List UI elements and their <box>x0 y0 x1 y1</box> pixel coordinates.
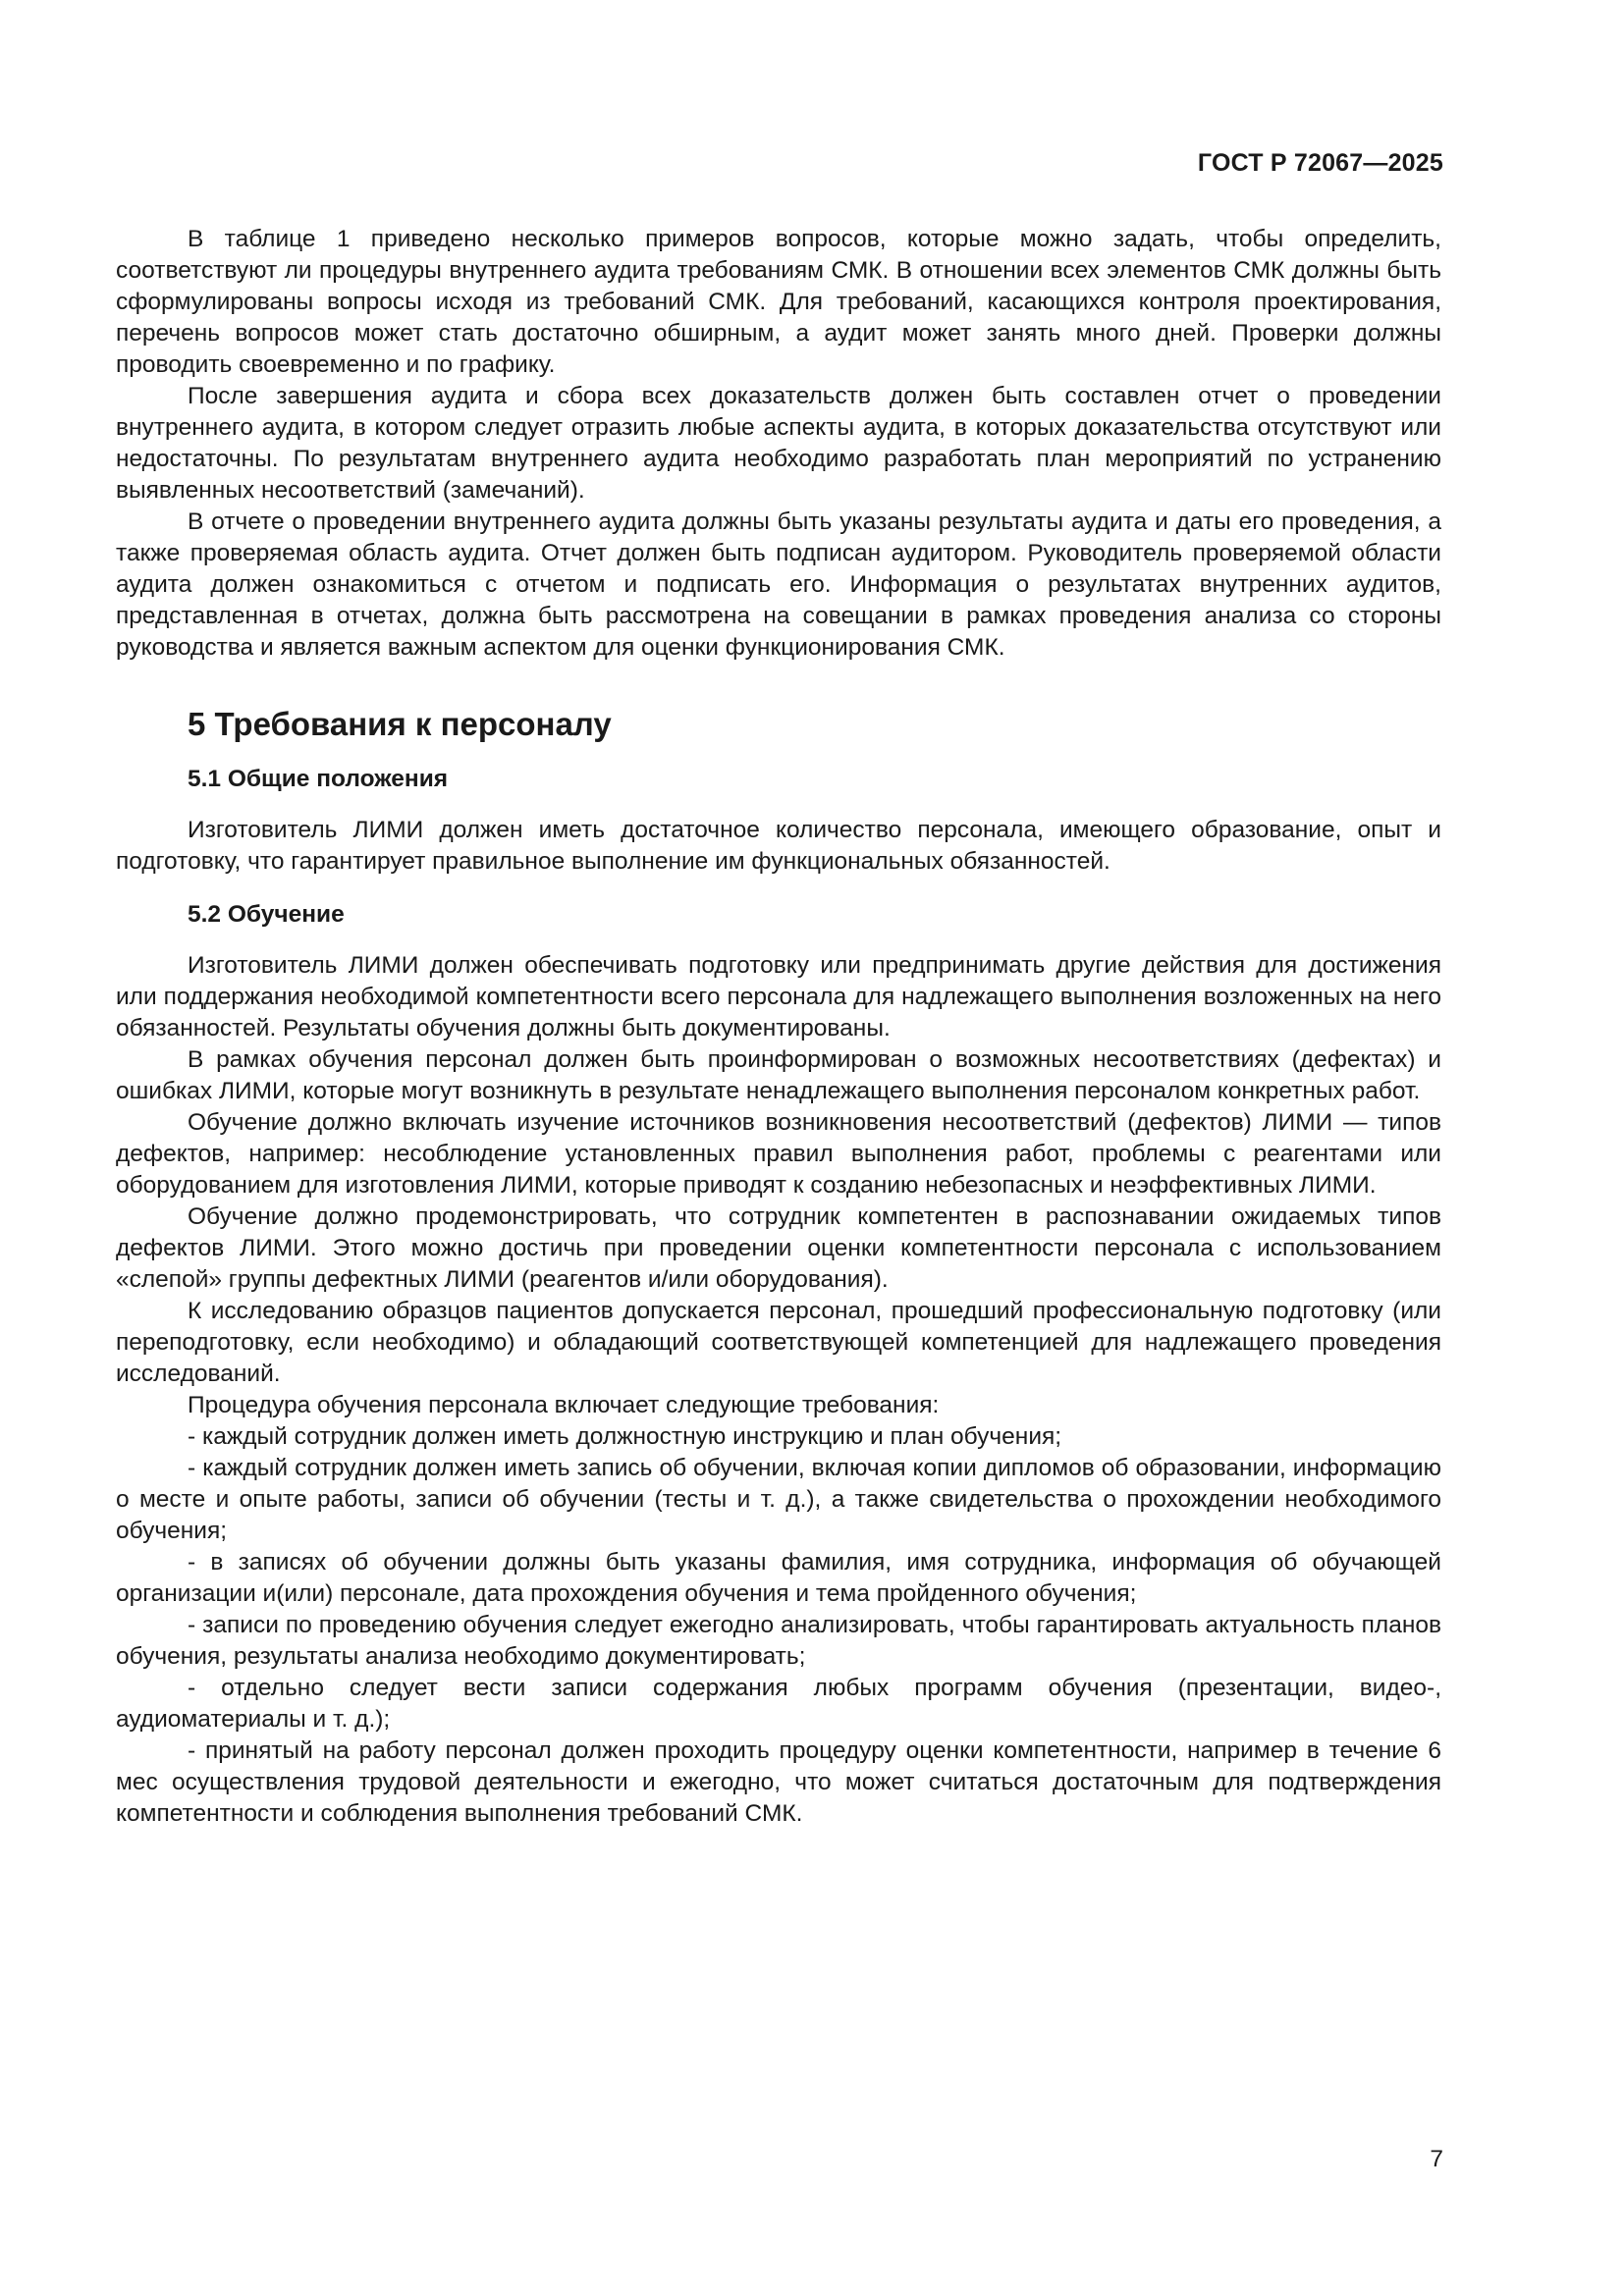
document-code-header: ГОСТ Р 72067—2025 <box>1197 149 1443 177</box>
training-requirement-item: - каждый сотрудник должен иметь запись об обучении, включая копии дипломов об образовании, информацию о месте и опыте работы, записи об обучении (тесты и т. д.), а также свидетельства о прохождении необходимого обучения; <box>116 1455 1441 1544</box>
section-5-2-paragraph-3: Обучение должно включать изучение источников возникновения несоответствий (дефектов) ЛИМИ — типов дефектов, например: несоблюдение установленных правил выполнения работ, проблемы с реагентами или оборудованием для изготовления ЛИМИ, которые приводят к созданию небезопасных и неэффективных ЛИМИ. <box>116 1109 1441 1199</box>
intro-paragraph-1: В таблице 1 приведено несколько примеров вопросов, которые можно задать, чтобы определить, соответствуют ли процедуры внутреннего аудита требованиям СМК. В отношении всех элементов СМК должны быть сформулированы вопросы исходя из требований СМК. Для требований, касающихся контроля проектирования, перечень вопросов может стать достаточно обширным, а аудит может занять много дней. Проверки должны проводить своевременно и по графику. <box>116 226 1441 378</box>
section-5-2-paragraph-2: В рамках обучения персонал должен быть проинформирован о возможных несоответствиях (дефектах) и ошибках ЛИМИ, которые могут возникнуть в результате ненадлежащего выполнения персоналом конкретных работ. <box>116 1046 1441 1104</box>
training-requirement-item: - отдельно следует вести записи содержания любых программ обучения (презентации, видео-, аудиоматериалы и т. д.); <box>116 1675 1441 1733</box>
section-5-2-paragraph-6: Процедура обучения персонала включает следующие требования: <box>188 1392 940 1418</box>
section-5-1-heading: 5.1 Общие положения <box>188 766 449 792</box>
training-requirement-item: - в записях об обучении должны быть указаны фамилия, имя сотрудника, информация об обучающей организации и(или) персонале, дата прохождения обучения и тема пройденного обучения; <box>116 1549 1441 1607</box>
intro-paragraph-3: В отчете о проведении внутреннего аудита должны быть указаны результаты аудита и даты его проведения, а также проверяемая область аудита. Отчет должен быть подписан аудитором. Руководитель проверяемой области аудита должен ознакомиться с отчетом и подписать его. Информация о результатах внутренних аудитов, представленная в отчетах, должна быть рассмотрена на совещании в рамках проведения анализа со стороны руководства и является важным аспектом для оценки функционирования СМК. <box>116 508 1441 661</box>
section-5-2-paragraph-5: К исследованию образцов пациентов допускается персонал, прошедший профессиональную подготовку (или переподготовку, если необходимо) и обладающий соответствующей компетенцией для надлежащего проведения исследований. <box>116 1298 1441 1387</box>
section-5-2-paragraph-1: Изготовитель ЛИМИ должен обеспечивать подготовку или предпринимать другие действия для достижения или поддержания необходимой компетентности всего персонала для надлежащего выполнения возложенных на него обязанностей. Результаты обучения должны быть документированы. <box>116 952 1441 1041</box>
page-number: 7 <box>1430 2146 1443 2172</box>
section-5-2-paragraph-4: Обучение должно продемонстрировать, что сотрудник компетентен в распознавании ожидаемых типов дефектов ЛИМИ. Этого можно достичь при проведении оценки компетентности персонала с использованием «слепой» группы дефектных ЛИМИ (реагентов и/или оборудования). <box>116 1203 1441 1293</box>
page-body <box>116 224 1441 1830</box>
training-requirement-item: - принятый на работу персонал должен проходить процедуру оценки компетентности, например в течение 6 мес осуществления трудовой деятельности и ежегодно, что может считаться достаточным для подтверждения компетентности и соблюдения выполнения требований СМК. <box>116 1737 1441 1827</box>
training-requirement-item: - каждый сотрудник должен иметь должностную инструкцию и план обучения; <box>188 1423 1062 1450</box>
section-5-2-heading: 5.2 Обучение <box>188 901 345 928</box>
intro-paragraph-2: После завершения аудита и сбора всех доказательств должен быть составлен отчет о проведении внутреннего аудита, в котором следует отразить любые аспекты аудита, в которых доказательства отсутствуют или недостаточны. По результатам внутреннего аудита необходимо разработать план мероприятий по устранению выявленных несоответствий (замечаний). <box>116 383 1441 504</box>
section-5-heading: 5 Требования к персоналу <box>188 706 612 742</box>
training-requirement-item: - записи по проведению обучения следует ежегодно анализировать, чтобы гарантировать актуальность планов обучения, результаты анализа необходимо документировать; <box>116 1612 1441 1670</box>
section-5-1-paragraph-1: Изготовитель ЛИМИ должен иметь достаточное количество персонала, имеющего образование, опыт и подготовку, что гарантирует правильное выполнение им функциональных обязанностей. <box>116 817 1441 875</box>
